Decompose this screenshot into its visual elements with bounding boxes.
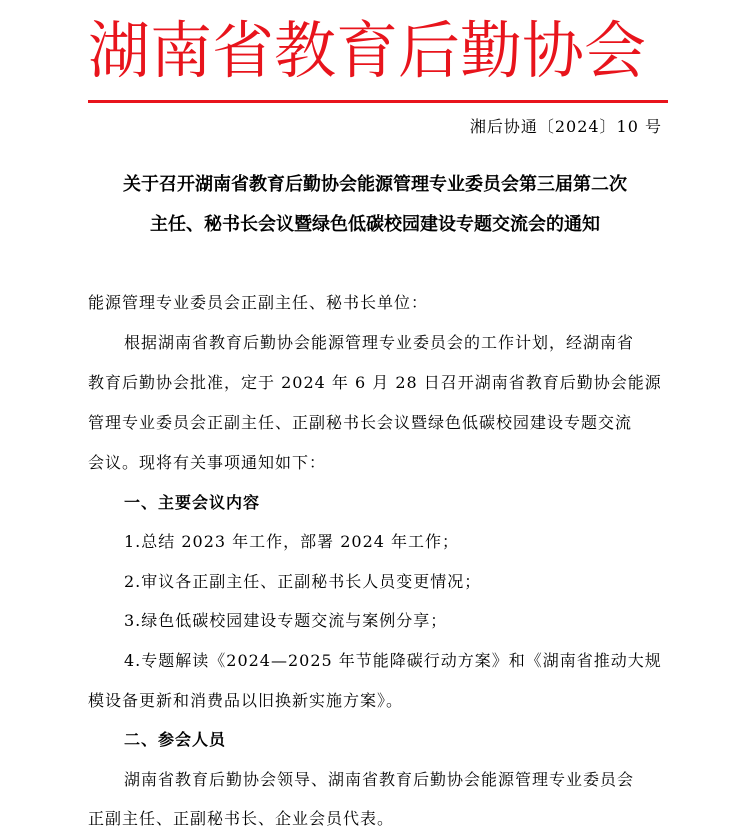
section-2-heading: 二、参会人员 [124, 730, 227, 749]
section-1-item-3: 3.绿色低碳校园建设专题交流与案例分享； [124, 611, 448, 630]
section-2-line-2: 正副主任、正副秘书长、企业会员代表。 [88, 809, 395, 828]
notice-title-line-2: 主任、秘书长会议暨绿色低碳校园建设专题交流会的通知 [150, 214, 600, 235]
intro-line-1: 根据湖南省教育后勤协会能源管理专业委员会的工作计划，经湖南省 [124, 333, 635, 352]
header-red-rule [88, 100, 668, 103]
section-1-item-2: 2.审议各正副主任、正副秘书长人员变更情况； [124, 572, 482, 591]
section-2-line-1: 湖南省教育后勤协会领导、湖南省教育后勤协会能源管理专业委员会 [124, 770, 635, 789]
intro-line-2: 教育后勤协会批准，定于 2024 年 6 月 28 日召开湖南省教育后勤协会能源 [88, 373, 662, 392]
salutation: 能源管理专业委员会正副主任、秘书长单位： [88, 293, 429, 312]
intro-line-4: 会议。现将有关事项通知如下： [88, 453, 327, 472]
notice-title-line-1: 关于召开湖南省教育后勤协会能源管理专业委员会第三届第二次 [123, 174, 627, 195]
intro-line-3: 管理专业委员会正副主任、正副秘书长会议暨绿色低碳校园建设专题交流 [88, 413, 633, 432]
section-1-item-4-cont: 模设备更新和消费品以旧换新实施方案》。 [88, 691, 404, 710]
section-1-heading: 一、主要会议内容 [124, 493, 261, 512]
document-number: 湘后协通〔2024〕10 号 [469, 117, 662, 136]
org-header-title: 湖南省教育后勤协会 [88, 14, 647, 87]
section-1-item-4: 4.专题解读《2024—2025 年节能降碳行动方案》和《湖南省推动大规 [124, 651, 662, 670]
section-1-item-1: 1.总结 2023 年工作，部署 2024 年工作； [124, 532, 460, 551]
